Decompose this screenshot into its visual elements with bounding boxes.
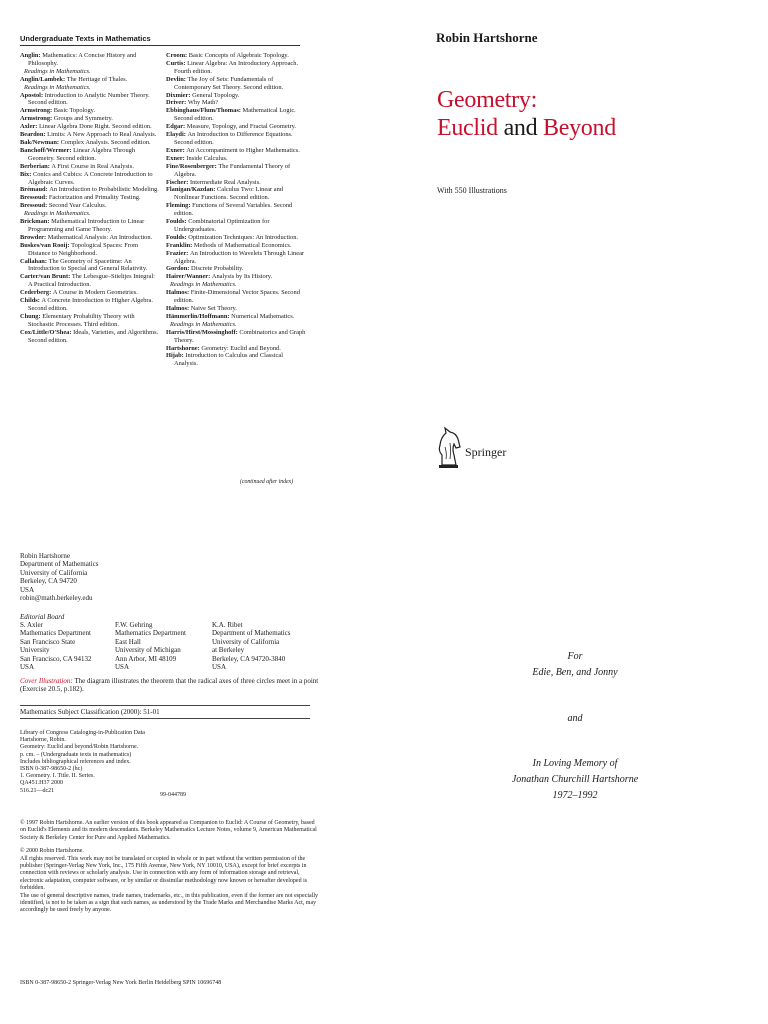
address-line: Berkeley, CA 94720 <box>20 577 77 586</box>
series-book-title: Intermediate Real Analysis. <box>189 178 261 186</box>
series-entry <box>20 115 160 123</box>
series-author: Callahan: <box>20 257 49 265</box>
series-entry <box>20 123 160 131</box>
series-author: Exner: <box>166 154 187 162</box>
editor-line: Ann Arbor, MI 48109 <box>115 654 177 663</box>
series-book-title: An Introduction to Wavelets Through Linear Algebra. <box>174 249 305 265</box>
series-entry <box>166 329 306 345</box>
series-book-title: Limits: A New Approach to Real Analysis. <box>47 131 157 139</box>
editor-line: Mathematics Department <box>20 629 91 638</box>
series-entry <box>20 92 160 108</box>
series-author: Elaydi: <box>166 131 188 139</box>
series-readings-note: Readings in Mathematics. <box>24 67 91 75</box>
series-author: Cox/Little/O'Shea: <box>20 328 74 336</box>
series-author: Berberian: <box>20 162 52 170</box>
continued-note: (continued after index) <box>240 479 294 485</box>
series-entry <box>20 52 160 68</box>
editor-line: University of Michigan <box>115 646 181 655</box>
series-book-title: The Fundamental Theory of Algebra. <box>174 162 291 178</box>
series-entry <box>20 210 160 218</box>
series-entry <box>20 273 160 289</box>
series-entry <box>20 84 160 92</box>
dedication-memory-line: In Loving Memory of <box>532 758 618 769</box>
series-author: Fleming: <box>166 202 193 210</box>
copyright-trademarks: The use of general descriptive names, trade names, trademarks, etc., in this publication, even if the former are not especially identified, is not to be taken as a sign that such names, as understood by the Trade Marks and Merchandise Marks Act, may accordingly be used freely by anyone. <box>20 892 319 914</box>
series-entry <box>20 68 160 76</box>
series-book-title: Methods of Mathematical Economics. <box>193 241 292 249</box>
series-entry <box>20 258 160 274</box>
series-entry <box>20 242 160 258</box>
series-author: Halmos: <box>166 305 191 312</box>
subject-classification: Mathematics Subject Classification (2000): 51-01 <box>20 705 310 719</box>
editor-line: East Hall <box>115 637 141 646</box>
series-entry <box>20 289 160 297</box>
series-author: Foulds: <box>166 218 189 226</box>
series-author: Halmos: <box>166 289 191 297</box>
series-author: Bix: <box>20 170 33 178</box>
series-author: Curtis: <box>166 59 188 67</box>
series-book-title: Calculus Two: Linear and Nonlinear Functions. Second edition. <box>174 186 283 202</box>
editor-axler <box>20 621 92 671</box>
series-entry <box>20 194 160 202</box>
editor-line: Department of Mathematics <box>212 629 291 638</box>
series-entry <box>166 155 306 163</box>
series-book-title: An Accompaniment to Higher Mathematics. <box>186 146 300 154</box>
series-author: Childs: <box>20 297 42 305</box>
editor-line: USA <box>212 663 227 672</box>
series-list-left <box>20 52 160 345</box>
springer-knight-icon <box>432 425 466 471</box>
series-author: Devlin: <box>166 75 188 83</box>
series-book-title: Discrete Probability. <box>191 265 244 273</box>
cover-label: Cover Illustration: <box>20 677 73 685</box>
series-entry <box>20 186 160 194</box>
title-line-2 <box>437 114 616 142</box>
series-book-title: Why Math? <box>187 99 219 107</box>
dedication-for: For <box>567 651 583 662</box>
series-book-title: Second Year Calculus. <box>48 202 107 210</box>
series-book-title: The Heritage of Thales. <box>66 75 128 83</box>
series-author: Bressoud: <box>20 194 49 202</box>
cip-line: QA451.H37 2000 <box>20 780 63 787</box>
series-book-title: Measure, Topology, and Fractal Geometry. <box>186 123 296 131</box>
series-book-title: Functions of Several Variables. Second edition. <box>174 202 293 218</box>
series-book-title: Mathematical Analysis: An Introduction. <box>47 233 153 241</box>
series-author: Armstrong: <box>20 115 54 123</box>
address-line: Robin Hartshorne <box>20 552 70 560</box>
series-book-title: Introduction to Analytic Number Theory. Second edition. <box>28 91 150 107</box>
series-book-title: Optimization Techniques: An Introduction. <box>188 233 299 241</box>
series-entry <box>166 202 306 218</box>
title-euclid: Euclid <box>437 115 498 141</box>
series-book-title: Mathematical Introduction to Linear Programming and Game Theory. <box>28 218 145 233</box>
series-entry <box>20 163 160 171</box>
illustrations-note: With 550 Illustrations <box>437 186 507 195</box>
series-author: Browder: <box>20 233 48 241</box>
series-author: Ebbinghaus/Flum/Thomas: <box>166 107 243 115</box>
series-author: Foulds: <box>166 233 189 241</box>
cip-line: Library of Congress Cataloging-in-Publication Data <box>20 730 145 736</box>
publisher-name: Springer <box>465 445 507 459</box>
series-author: Hijab: <box>166 352 186 360</box>
series-book-title: A First Course in Real Analysis. <box>51 162 134 170</box>
series-author: Hämmerlin/Hoffmann: <box>166 312 232 320</box>
editor-line: Berkeley, CA 94720-3840 <box>212 654 286 663</box>
cip-line: Hartshorne, Robin. <box>20 737 66 744</box>
series-entry <box>166 60 306 76</box>
series-entry <box>20 313 160 329</box>
series-heading: Undergraduate Texts in Mathematics <box>20 34 300 46</box>
series-book-title: Mathematical Logic. Second edition. <box>174 107 296 123</box>
copyright-rights: All rights reserved. This work may not be translated or copied in whole or in part without the written permission of the publisher (Springer-Verlag New York, Inc., 175 Fifth Avenue, New York, NY 10010, USA), except for brief excerpts in connection with reviews or scholarly analysis. Use in connection with any form of information storage and retrieval, electronic adaptation, computer software, or by similar or dissimilar methodology now known or hereafter developed is forbidden. <box>20 855 308 892</box>
series-book-title: Conics and Cubics: A Concrete Introduction to Algebraic Curves. <box>28 170 153 186</box>
series-entry <box>166 76 306 92</box>
series-author: Anglin/Lambek: <box>20 75 67 83</box>
series-entry <box>20 139 160 147</box>
series-author: Banchoff/Wermer: <box>20 146 74 154</box>
series-entry <box>166 242 306 250</box>
series-entry <box>166 179 306 187</box>
series-entry <box>166 281 306 289</box>
series-author: Driver: <box>166 99 188 107</box>
series-entry <box>20 234 160 242</box>
series-entry <box>166 345 306 353</box>
series-entry <box>166 186 306 202</box>
editor-ribet <box>212 621 291 671</box>
cip-line: p. cm. – (Undergraduate texts in mathematics) <box>20 751 132 758</box>
series-readings-note: Readings in Mathematics. <box>170 320 237 328</box>
address-line: USA <box>20 585 35 594</box>
series-book-title: Naive Set Theory. <box>190 305 237 312</box>
series-entry <box>20 218 160 234</box>
series-entry <box>166 250 306 266</box>
series-book-title: Combinatorial Optimization for Undergraduates. <box>174 218 270 233</box>
series-book-title: Finite-Dimensional Vector Spaces. Second edition. <box>174 289 300 305</box>
cip-number: 99-044789 <box>160 792 186 798</box>
series-entry <box>166 265 306 273</box>
series-book-title: Elementary Probability Theory with Stochastic Processes. Third edition. <box>28 312 135 328</box>
series-book-title: Factorization and Primality Testing. <box>48 194 141 202</box>
series-entry <box>166 305 306 313</box>
series-book-title: Basic Concepts of Algebraic Topology. <box>188 52 289 59</box>
cip-line: Includes bibliographical references and index. <box>20 758 131 765</box>
series-book-title: Topological Spaces: From Distance to Neighborhood. <box>28 241 139 257</box>
series-book-title: General Topology. <box>192 91 240 99</box>
cover-illustration-note <box>20 677 320 694</box>
series-entry <box>20 131 160 139</box>
series-entry <box>166 92 306 100</box>
author-name: Robin Hartshorne <box>436 30 538 45</box>
series-author: Bressoud: <box>20 202 49 210</box>
isbn-line: ISBN 0-387-98650-2 Springer-Verlag New York Berlin Heidelberg SPIN 10696748 <box>20 980 222 986</box>
cip-line: 516.21—dc21 <box>20 787 55 794</box>
series-book-title: Introduction to Calculus and Classical Analysis. <box>174 352 283 368</box>
series-book-title: Geometry: Euclid and Beyond. <box>201 344 281 352</box>
dedication-names: Edie, Ben, and Jonny <box>532 667 618 678</box>
series-book-title: Numerical Mathematics. <box>231 312 295 320</box>
series-author: Brémaud: <box>20 186 50 194</box>
series-book-title: Linear Algebra Through Geometry. Second edition. <box>28 146 136 162</box>
address-line: robin@math.berkeley.edu <box>20 594 93 603</box>
title-beyond: Beyond <box>543 115 616 141</box>
series-author: Bak/Newman: <box>20 138 61 146</box>
series-entry <box>166 147 306 155</box>
series-book-title: Inside Calculus. <box>186 154 228 162</box>
series-book-title: A Course in Modern Geometries. <box>52 289 138 297</box>
series-book-title: An Introduction to Difference Equations. Second edition. <box>174 131 293 146</box>
copyright-1: © 1997 Robin Hartshorne. An earlier version of this book appeared as Companion to Euclid: A Course of Geometry, based on Euclid's Elements and its modern descendants. Berkeley Mathematics Lecture Notes, volume 9, American Mathematical Society & Berkeley Center for Pure and Applied Mathematics. <box>20 820 317 841</box>
series-author: Chung: <box>20 312 43 320</box>
series-list-right <box>166 52 306 368</box>
editor-line: USA <box>115 663 130 672</box>
series-author: Edgar: <box>166 123 187 131</box>
series-entry <box>20 171 160 187</box>
series-entry <box>20 329 160 345</box>
series-entry <box>20 107 160 115</box>
series-author: Frazier: <box>166 249 190 257</box>
series-author: Brickman: <box>20 218 52 226</box>
series-book-title: The Joy of Sets: Fundamentals of Contemporary Set Theory. Second edition. <box>174 75 284 91</box>
series-book-title: The Geometry of Spacetime: An Introduction to Special and General Relativity. <box>28 257 148 273</box>
series-author: Franklin: <box>166 241 194 249</box>
cip-line: Geometry: Euclid and beyond/Robin Hartshorne. <box>20 744 139 751</box>
series-entry <box>166 234 306 242</box>
series-author: Anglin: <box>20 52 43 59</box>
series-author: Armstrong: <box>20 107 54 115</box>
editor-gehring <box>115 621 186 671</box>
series-author: Carter/van Brunt: <box>20 273 72 281</box>
series-readings-note: Readings in Mathematics. <box>24 210 91 218</box>
dedication-and: and <box>567 713 583 724</box>
series-book-title: Linear Algebra Done Right. Second edition. <box>39 123 152 131</box>
series-author: Harris/Hirst/Mossinghoff: <box>166 328 240 336</box>
series-entry <box>166 313 306 321</box>
series-entry <box>166 321 306 329</box>
series-book-title: The Lebesgue–Stieltjes Integral: A Practical Introduction. <box>28 273 155 289</box>
series-entry <box>166 352 306 368</box>
series-author: Exner: <box>166 146 187 154</box>
editorial-board-label: Editorial Board <box>20 613 65 621</box>
address-line: University of California <box>20 568 88 577</box>
series-entry <box>166 163 306 179</box>
series-book-title: A Concrete Introduction to Higher Algebra. Second edition. <box>28 297 153 312</box>
editor-line: F.W. Gehring <box>115 621 153 629</box>
series-book-title: Basic Topology. <box>53 107 96 115</box>
series-readings-note: Readings in Mathematics. <box>170 281 237 289</box>
copyright-block <box>20 820 320 915</box>
series-entry <box>166 273 306 281</box>
cip-line: 1. Geometry. I. Title. II. Series. <box>20 773 95 780</box>
editor-line: S. Axler <box>20 621 43 629</box>
series-book-title: Analysis by Its History. <box>211 273 273 281</box>
editor-line: San Francisco, CA 94132 <box>20 654 92 663</box>
dedication-years: 1972–1992 <box>552 790 598 801</box>
series-book-title: An Introduction to Probabilistic Modeling. <box>49 186 159 194</box>
series-entry <box>166 218 306 234</box>
series-entry <box>20 147 160 163</box>
series-author: Cederberg: <box>20 289 53 297</box>
series-author: Buskes/van Rooij: <box>20 241 72 249</box>
series-author: Croom: <box>166 52 189 59</box>
editor-line: K.A. Ribet <box>212 621 243 629</box>
title-and: and <box>503 115 538 141</box>
series-book-title: Mathematics: A Concise History and Philosophy. <box>28 52 137 67</box>
cip-block <box>20 730 280 795</box>
series-author: Fine/Rosenberger: <box>166 162 219 170</box>
series-entry <box>20 76 160 84</box>
series-author: Flanigan/Kazdan: <box>166 186 217 194</box>
series-author: Hartshorne: <box>166 344 202 352</box>
series-book-title: Ideals, Varieties, and Algorithms. Second edition. <box>28 328 159 344</box>
series-entry <box>20 202 160 210</box>
editor-line: USA <box>20 663 35 672</box>
series-author: Fischer: <box>166 178 190 186</box>
cover-text: The diagram illustrates the theorem that the radical axes of three circles meet in a point (Exercise 20.5, p.182). <box>20 677 319 694</box>
editor-line: University <box>20 646 50 655</box>
copyright-2: © 2000 Robin Hartshorne. <box>20 848 84 855</box>
editor-line: Mathematics Department <box>115 629 186 638</box>
series-entry <box>166 107 306 123</box>
series-book-title: Complex Analysis. Second edition. <box>60 138 151 146</box>
book-title <box>437 86 616 142</box>
series-author: Axler: <box>20 123 39 131</box>
series-author: Apostol: <box>20 91 45 99</box>
series-book-title: Combinatorics and Graph Theory. <box>174 328 306 344</box>
series-readings-note: Readings in Mathematics. <box>24 83 91 91</box>
series-author: Beardon: <box>20 131 48 139</box>
series-entry <box>20 297 160 313</box>
author-address <box>20 552 99 602</box>
series-entry <box>166 52 306 60</box>
editor-line: at Berkeley <box>212 646 245 655</box>
series-entry <box>166 99 306 107</box>
title-line-1: Geometry: <box>437 87 537 113</box>
series-entry <box>166 131 306 147</box>
editor-line: San Francisco State <box>20 637 76 646</box>
series-entry <box>166 289 306 305</box>
series-author: Gordon: <box>166 265 192 273</box>
dedication-memory-name: Jonathan Churchill Hartshorne <box>511 774 639 785</box>
address-line: Department of Mathematics <box>20 560 99 569</box>
editor-line: University of California <box>212 637 280 646</box>
series-book-title: Groups and Symmetry. <box>53 115 113 123</box>
series-author: Hairer/Wanner: <box>166 273 212 281</box>
series-book-title: Linear Algebra: An Introductory Approach. Fourth edition. <box>174 59 299 75</box>
cip-line: ISBN 0-387-98650-2 (hc) <box>20 766 83 773</box>
series-author: Dixmier: <box>166 91 193 99</box>
series-entry <box>166 123 306 131</box>
